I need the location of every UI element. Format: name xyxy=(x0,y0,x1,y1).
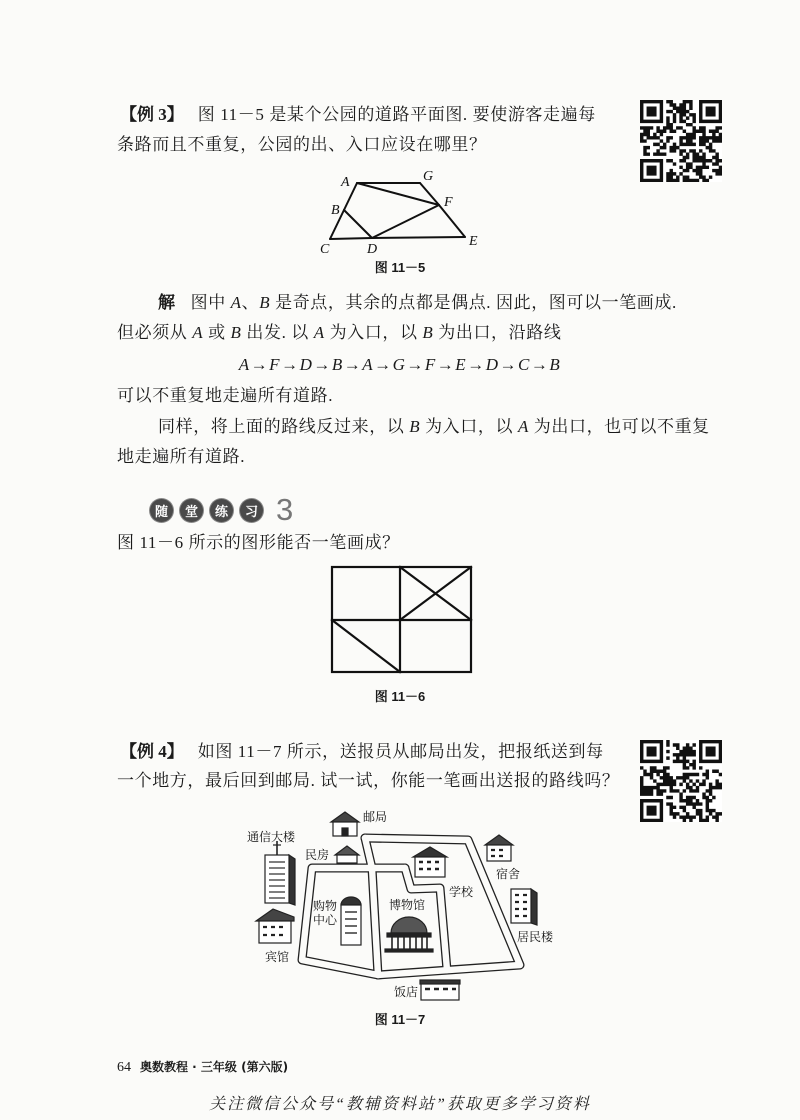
map-label-post-office: 邮局 xyxy=(363,810,388,824)
houses-wall xyxy=(337,855,357,863)
dormitory-building xyxy=(485,835,513,861)
map-label-dormitory: 宿舍 xyxy=(496,867,521,881)
shopping-center-dome xyxy=(341,897,361,905)
solution-line-4: 同样，将上面的路线反过来，以 B 为入口，以 A 为出口，也可以不重复 xyxy=(158,417,710,436)
figure-11-6-diagram xyxy=(327,562,477,678)
example-3-line-1 xyxy=(120,103,596,127)
shopping-center-wall xyxy=(341,905,361,945)
map-label-telecom-building: 通信大楼 xyxy=(247,830,296,844)
edge-f-d xyxy=(372,205,439,238)
hotel-wall xyxy=(259,921,291,943)
dormitory-wall xyxy=(487,845,511,861)
figure-11-5-caption: 图 11－5 xyxy=(374,260,426,275)
houses-roof xyxy=(335,846,359,855)
point-label-b: B xyxy=(331,203,340,218)
edge-d-e xyxy=(372,237,465,238)
point-label-a: A xyxy=(341,175,350,190)
practice-badge-4: 习 xyxy=(240,499,263,522)
residential-wall xyxy=(511,889,531,923)
map-label-shopping-center: 购物中心 xyxy=(313,899,338,927)
example-3-label: 【例 3】 xyxy=(120,105,184,124)
figure-11-7-caption: 图 11－7 xyxy=(374,1012,426,1027)
solution-line-2: 但必须从 A 或 B 出发. 以 A 为入口，以 B 为出口，沿路线 xyxy=(117,323,562,342)
museum-dome xyxy=(391,917,427,933)
practice-badge-2: 堂 xyxy=(180,499,203,522)
edge-a-f xyxy=(357,183,439,205)
shopping-center-building xyxy=(341,897,361,945)
houses-building xyxy=(335,846,359,863)
post-office-building xyxy=(331,812,359,836)
practice-badge-1: 随 xyxy=(150,499,173,522)
practice-badge-3: 练 xyxy=(210,499,233,522)
hotel-building xyxy=(256,909,294,943)
point-label-e: E xyxy=(469,234,478,249)
solution-line-5: 地走遍所有道路. xyxy=(117,447,246,466)
residential-building xyxy=(511,889,537,925)
museum-base xyxy=(385,949,433,952)
edge-c-d xyxy=(330,238,372,239)
map-label-school: 学校 xyxy=(449,885,474,899)
solution-text-1: 图中 A、B 是奇点，其余的点都是偶点. 因此，图可以一笔画成. xyxy=(190,293,677,312)
restaurant-wall xyxy=(421,982,459,1000)
map-label-museum: 博物馆 xyxy=(389,898,426,912)
point-label-g: G xyxy=(423,169,434,184)
book-title: 奥数教程 · 三年级 (第六版) xyxy=(140,1060,289,1074)
figure-11-6-caption: 图 11－6 xyxy=(374,689,426,704)
map-label-restaurant: 饭店 xyxy=(394,985,419,999)
point-label-d: D xyxy=(367,242,378,257)
example-4-line-2: 一个地方，最后回到邮局. 试一试，你能一笔画出送报的路线吗？ xyxy=(117,771,620,790)
practice-number: 3 xyxy=(276,492,294,527)
practice-heading xyxy=(150,492,294,527)
solution-label: 解 xyxy=(158,293,176,312)
post-office-door xyxy=(342,828,348,836)
bottom-left-diagonal xyxy=(332,620,400,672)
example-4-line-1 xyxy=(120,740,604,764)
hotel-roof xyxy=(256,909,294,921)
map-label-hotel: 宾馆 xyxy=(265,950,290,964)
point-label-c: C xyxy=(320,242,330,257)
telecom-side xyxy=(289,855,295,905)
figure-11-5-diagram xyxy=(310,165,490,257)
example-4-text-1: 如图 11－7 所示，送报员从邮局出发，把报纸送到每 xyxy=(197,742,604,761)
telecom-tower-building xyxy=(265,841,295,905)
map-label-residential-building: 居民楼 xyxy=(517,930,554,944)
page-footer xyxy=(117,1058,288,1076)
qr-code-example-3 xyxy=(640,100,722,182)
practice-question: 图 11－6 所示的图形能否一笔画成？ xyxy=(117,533,400,552)
dormitory-roof xyxy=(485,835,513,845)
point-label-f: F xyxy=(444,195,453,210)
map-label-houses: 民房 xyxy=(305,848,330,862)
solution-route: A→F→D→B→A→G→F→E→D→C→B xyxy=(238,355,562,374)
page-number: 64 xyxy=(117,1060,131,1075)
museum-columns xyxy=(392,937,427,949)
school-roof xyxy=(413,847,447,857)
edge-d-b xyxy=(344,210,372,238)
school-wall xyxy=(415,857,445,877)
qr-code-example-4 xyxy=(640,740,722,822)
watermark-text: 关注微信公众号“教辅资料站”获取更多学习资料 xyxy=(209,1096,591,1113)
solution-line-3: 可以不重复地走遍所有道路. xyxy=(117,386,334,405)
post-office-roof xyxy=(331,812,359,822)
restaurant-building xyxy=(420,980,460,1000)
example-3-text-1: 图 11－5 是某个公园的道路平面图. 要使游客走遍每 xyxy=(197,105,596,124)
restaurant-roof xyxy=(420,980,460,984)
museum-frieze xyxy=(387,933,431,937)
residential-side xyxy=(531,889,537,925)
figure-11-7-map xyxy=(235,805,565,1005)
school-building xyxy=(413,847,447,877)
solution-line-1 xyxy=(158,291,677,315)
example-3-line-2: 条路而且不重复，公园的出、入口应设在哪里？ xyxy=(117,135,487,154)
museum-building xyxy=(385,917,433,952)
telecom-windows xyxy=(269,862,285,898)
example-4-label: 【例 4】 xyxy=(120,742,184,761)
